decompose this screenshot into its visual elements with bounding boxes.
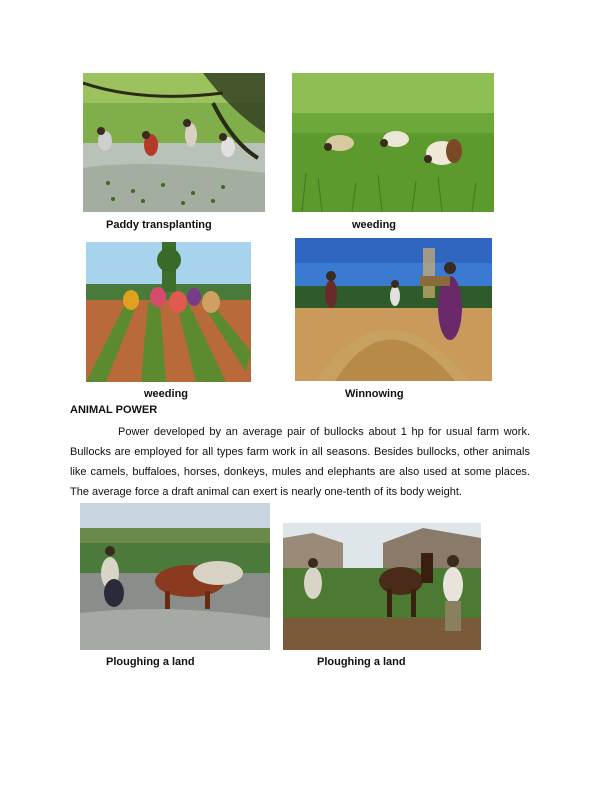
caption-paddy-transplanting: Paddy transplanting — [106, 219, 212, 231]
paddy-transplanting-photo — [83, 73, 265, 212]
winnowing-photo — [295, 238, 492, 381]
weeding-photo-top — [292, 73, 494, 212]
section-paragraph: Power developed by an average pair of bullocks about 1 hp for usual farm work. Bullocks are employed for all types farm work in all seasons. Besides bullocks, other animals like camels, buffaloes, horses, donkeys, mules and elephants are also used at some places. The average force a draft animal can exert is nearly one-tenth of its body weight. — [70, 426, 530, 498]
caption-weeding-top: weeding — [352, 219, 397, 231]
caption-ploughing-left: Ploughing a land — [106, 656, 195, 668]
ploughing-photo-right — [283, 523, 481, 650]
caption-weeding-middle: weeding — [144, 388, 189, 400]
section-heading: ANIMAL POWER — [70, 404, 158, 416]
weeding-photo-middle — [86, 242, 251, 382]
caption-winnowing: Winnowing — [345, 388, 404, 400]
ploughing-photo-left — [80, 503, 270, 650]
caption-ploughing-right: Ploughing a land — [317, 656, 406, 668]
